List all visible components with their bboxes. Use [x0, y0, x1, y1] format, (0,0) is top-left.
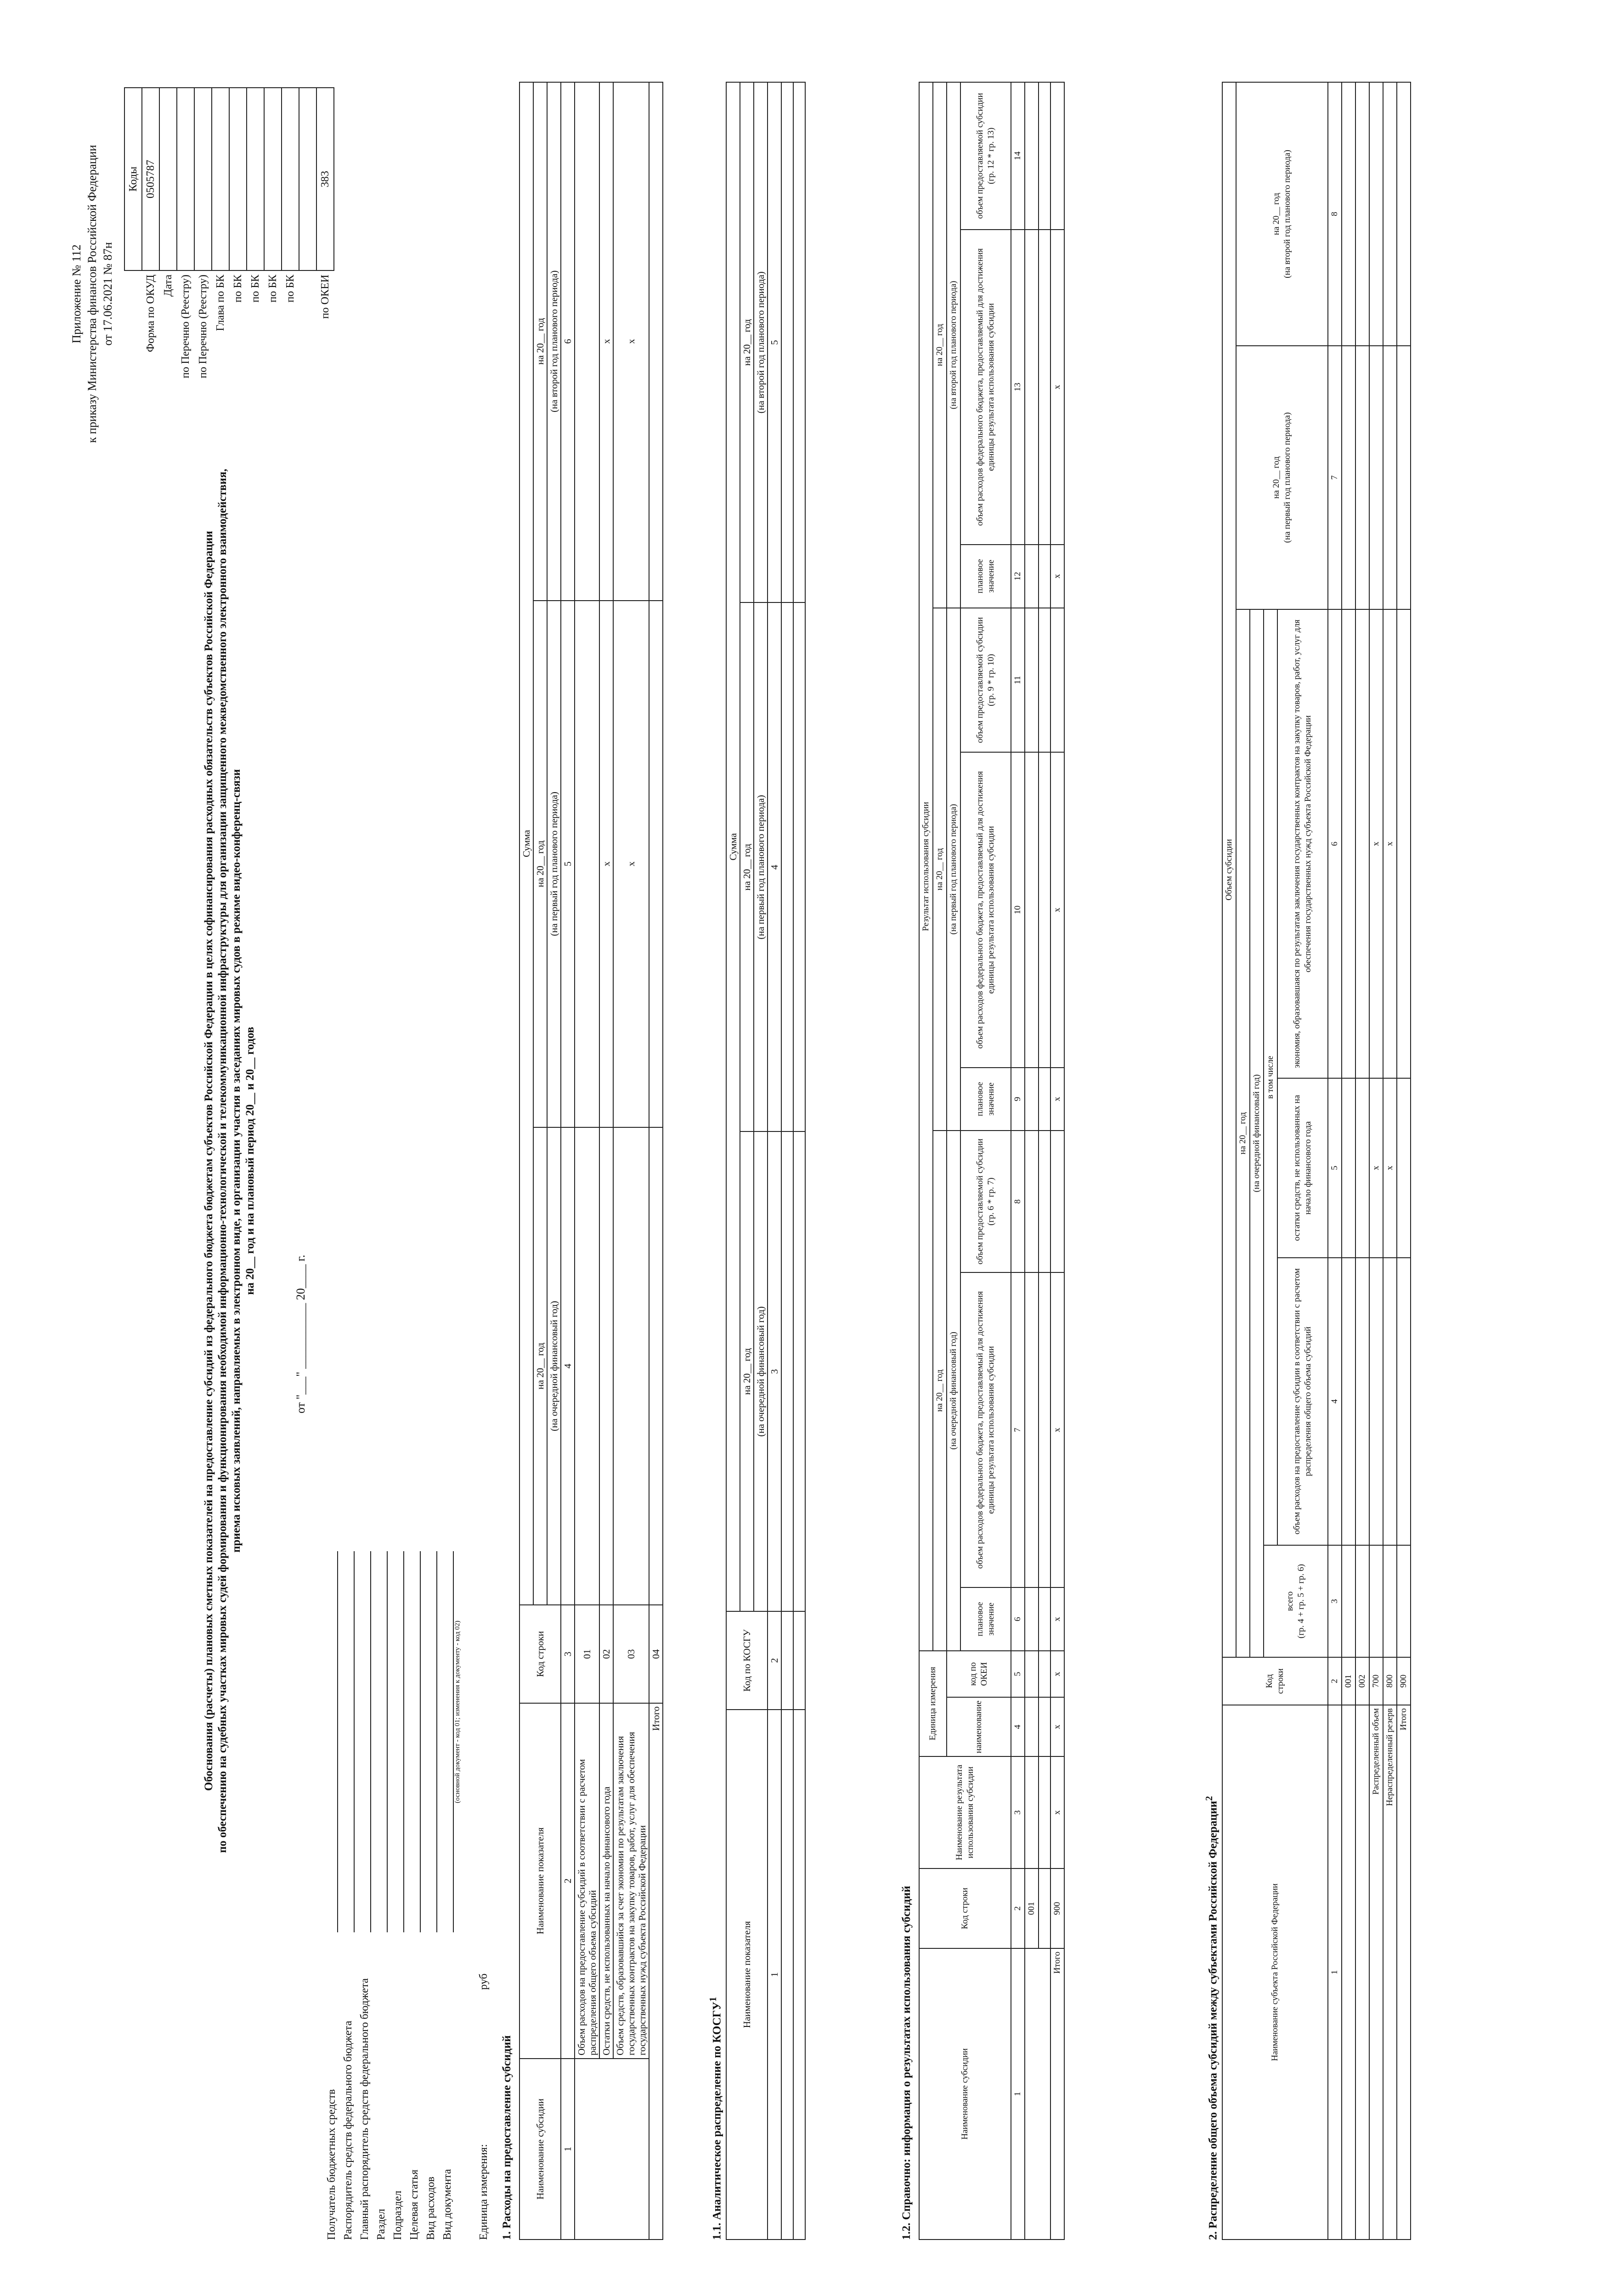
table-cell[interactable] — [1369, 82, 1383, 346]
col-header: на 20__ год — [933, 1131, 947, 1651]
col-header: Наименование субъекта Российской Федерации — [1222, 1705, 1328, 2240]
col-header: (на первый год планового периода) — [754, 602, 768, 1131]
code-label: по ОКЕИ — [319, 275, 331, 319]
table-cell[interactable] — [1025, 230, 1039, 545]
table-cell[interactable] — [793, 602, 805, 1131]
col-number: 11 — [1011, 608, 1025, 753]
row-code: 001 — [1025, 1868, 1039, 1948]
col-header: (на второй год планового периода) — [547, 82, 561, 601]
appendix-line: к приказу Министерства финансов Российской Федерации — [85, 145, 99, 443]
table-cell[interactable] — [1025, 1587, 1039, 1651]
form-line[interactable] — [324, 1551, 338, 1932]
col-header: Сумма — [726, 82, 740, 1611]
footnote-mark: 2 — [1203, 1796, 1214, 1801]
table-cell[interactable] — [1039, 608, 1050, 753]
code-value — [194, 88, 212, 270]
col-number: 5 — [561, 601, 575, 1127]
table-cell[interactable] — [1342, 1545, 1355, 1657]
col-number: 6 — [1011, 1587, 1025, 1651]
code-label: по БК — [232, 275, 244, 303]
total-row — [649, 82, 663, 2240]
col-number: 2 — [768, 1611, 781, 1710]
table-cell[interactable] — [1025, 1131, 1039, 1272]
section-1-1-table — [726, 82, 806, 2240]
col-number: 1 — [1328, 1705, 1342, 2240]
table-cell[interactable] — [575, 1127, 599, 1605]
table-row — [781, 82, 793, 2240]
col-header: на 20__ год — [740, 1131, 754, 1611]
form-row — [404, 1551, 421, 2240]
footnote-mark: 1 — [707, 1997, 718, 2002]
table-cell[interactable]: x — [613, 82, 649, 601]
form-label: Раздел — [375, 2209, 387, 2240]
col-number: 9 — [1011, 1068, 1025, 1131]
table-cell[interactable] — [1369, 1258, 1383, 1545]
table-cell[interactable] — [1383, 346, 1397, 609]
document-title — [202, 288, 257, 2033]
table-cell[interactable] — [1025, 1068, 1039, 1131]
row-code: 02 — [599, 1605, 613, 1703]
code-label: по БК — [266, 275, 279, 303]
appendix-block — [69, 87, 116, 501]
col-number: 10 — [1011, 752, 1025, 1067]
table-row — [575, 82, 599, 2240]
table-cell[interactable] — [575, 82, 599, 601]
col-header: в том числе — [1264, 609, 1277, 1545]
table-cell[interactable] — [1039, 1868, 1050, 1948]
appendix-line: от 17.06.2021 № 87н — [101, 242, 114, 346]
form-label: Распорядитель средств федерального бюджета — [342, 2020, 354, 2240]
col-header: Наименование субсидии — [520, 2059, 561, 2240]
col-header: (на очередной финансовый год) — [1250, 609, 1264, 1657]
code-label: по Перечню (Реестру) — [179, 275, 192, 378]
col-header: Код строки — [1222, 1657, 1328, 1705]
col-header: Наименование показателя — [726, 1710, 768, 2240]
table-cell: x — [1050, 1756, 1064, 1868]
col-header — [1264, 1545, 1328, 1657]
table-row — [1025, 82, 1039, 2240]
code-value — [177, 88, 194, 270]
col-header: (на первый год планового периода) — [547, 601, 561, 1127]
col-header: Единица измерения — [919, 1651, 947, 1756]
table-row — [1039, 82, 1050, 2240]
table-cell[interactable] — [1039, 1068, 1050, 1131]
table-cell[interactable] — [781, 1710, 793, 2240]
total-row — [1050, 82, 1064, 2240]
table-cell: x — [1383, 609, 1397, 1078]
table-cell[interactable] — [1369, 346, 1383, 609]
section-1-2-table — [919, 82, 1065, 2240]
col-header: (на очередной финансовый год) — [547, 1127, 561, 1605]
table-cell: x — [1369, 609, 1383, 1078]
form-row — [338, 1551, 355, 2240]
table-cell[interactable] — [793, 1611, 805, 1710]
code-value — [282, 88, 299, 270]
table-cell[interactable] — [1342, 1258, 1355, 1545]
col-header: на 20__ год — [933, 82, 947, 608]
row-code: 900 — [1050, 1868, 1064, 1948]
table-cell: x — [1050, 1587, 1064, 1651]
section-2-table — [1222, 82, 1411, 2240]
table-cell[interactable] — [1342, 1705, 1355, 2240]
table-cell[interactable] — [613, 1127, 649, 1605]
table-cell[interactable] — [793, 1131, 805, 1611]
col-number: 6 — [561, 82, 575, 601]
col-number: 3 — [1328, 1545, 1342, 1657]
table-cell[interactable] — [1025, 1697, 1039, 1756]
col-header-year: на 20__ год — [1271, 192, 1281, 236]
table-cell[interactable] — [1039, 230, 1050, 545]
row-label: Объем средств, образовавшийся за счет экономии по результатам заключения государственных контрактов на закупку товаров, работ, услуг для обеспечения государственных нужд субъекта Российской Федерации — [613, 1703, 649, 2059]
row-label: Распределенный объем — [1369, 1705, 1383, 2240]
table-cell[interactable] — [1050, 608, 1064, 753]
col-number: 3 — [1011, 1756, 1025, 1868]
col-header — [1236, 346, 1328, 609]
col-header: объем расходов на предоставление субсидии в соответствии с расчетом распределения общего объема субсидий — [1277, 1258, 1328, 1545]
col-number: 2 — [1328, 1657, 1342, 1705]
code-value — [264, 88, 282, 270]
title-line: Обоснования (расчеты) плановых сметных показателей на предоставление субсидий из федерального бюджета бюджетам субъектов Российской Федерации в целях софинансирования расходных обязательств субъектов Российской Федерации — [203, 531, 215, 1791]
form-row — [355, 1551, 371, 2240]
col-number: 4 — [1328, 1258, 1342, 1545]
table-cell[interactable] — [1025, 608, 1039, 753]
table-cell[interactable] — [1025, 1272, 1039, 1587]
col-header: на 20__ год — [533, 82, 547, 601]
table-cell[interactable] — [793, 1710, 805, 2240]
row-code: 800 — [1383, 1657, 1397, 1705]
col-header: объем предоставляемой субсидии (гр. 9 * гр. 10) — [960, 608, 1011, 753]
col-header: (на второй год планового периода) — [947, 82, 960, 608]
table-cell[interactable] — [1369, 1545, 1383, 1657]
table-cell[interactable] — [1039, 1131, 1050, 1272]
col-header: объем предоставляемой субсидии (гр. 6 * гр. 7) — [960, 1131, 1011, 1272]
table-cell[interactable] — [1025, 1948, 1050, 2240]
row-code: 03 — [613, 1605, 649, 1703]
section-1-1-title — [707, 1997, 723, 2240]
table-cell: x — [1050, 1068, 1064, 1131]
form-row — [388, 1551, 404, 2240]
table-cell[interactable] — [781, 1131, 793, 1611]
col-number: 6 — [1328, 609, 1342, 1078]
code-value — [299, 88, 316, 270]
table-cell[interactable] — [1025, 752, 1039, 1067]
col-number: 1 — [561, 2059, 575, 2240]
col-header: (на второй год планового периода) — [754, 82, 768, 602]
table-cell[interactable] — [1355, 1258, 1369, 1545]
table-cell[interactable] — [575, 2059, 649, 2240]
row-code: 700 — [1369, 1657, 1383, 1705]
col-number: 5 — [1328, 1078, 1342, 1257]
table-cell: x — [1369, 1078, 1383, 1257]
form-line[interactable] — [341, 1551, 355, 1932]
col-number: 5 — [1011, 1651, 1025, 1697]
code-value — [159, 88, 177, 270]
table-cell[interactable] — [1355, 609, 1369, 1078]
table-cell[interactable] — [1397, 82, 1411, 346]
form-row — [322, 1551, 338, 2240]
table-row — [599, 82, 613, 2240]
form-row — [421, 1551, 437, 2240]
row-code: 002 — [1355, 1657, 1369, 1705]
col-header-period: (на второй год планового периода) — [1282, 150, 1292, 278]
table-cell[interactable] — [1355, 1078, 1369, 1257]
col-header-period: (на первый год планового периода) — [1282, 412, 1292, 543]
form-label: Вид документа — [441, 2169, 453, 2240]
section-1-1-title-text: 1.1. Аналитическое распределение по КОСГУ — [711, 2002, 723, 2240]
form-row — [437, 1551, 454, 2240]
table-cell[interactable] — [1039, 1697, 1050, 1756]
table-cell[interactable] — [1397, 1545, 1411, 1657]
unit-value: руб — [478, 1973, 490, 1990]
table-cell[interactable] — [1397, 346, 1411, 609]
col-number: 12 — [1011, 545, 1025, 608]
row-code: 900 — [1397, 1657, 1411, 1705]
table-row — [1369, 82, 1383, 2240]
table-cell: x — [1050, 1272, 1064, 1587]
code-value: 0505787 — [142, 88, 159, 270]
col-header: код по ОКЕИ — [947, 1651, 1011, 1697]
code-label: Дата — [162, 275, 174, 297]
total-label: Итого — [1050, 1948, 1064, 2240]
table-cell[interactable]: x — [599, 601, 613, 1127]
table-cell[interactable] — [649, 601, 663, 1127]
table-cell[interactable] — [1355, 1545, 1369, 1657]
table-cell[interactable] — [793, 82, 805, 602]
col-number: 7 — [1328, 346, 1342, 609]
col-header: Наименование результата использования субсидии — [919, 1756, 1011, 1868]
col-header: наименование — [947, 1697, 1011, 1756]
total-row — [1397, 82, 1411, 2240]
table-cell[interactable] — [1025, 82, 1039, 230]
table-row — [1355, 82, 1369, 2240]
table-cell[interactable] — [781, 1611, 793, 1710]
form-label: Главный распорядитель средств федерального бюджета — [359, 1978, 371, 2240]
col-header: Код строки — [520, 1605, 561, 1703]
col-header: на 20__ год — [533, 601, 547, 1127]
col-header: на 20__ год — [1236, 609, 1250, 1657]
col-number: 2 — [561, 1703, 575, 2059]
col-number: 13 — [1011, 230, 1025, 545]
col-number: 1 — [768, 1710, 781, 2240]
table-row — [1383, 82, 1397, 2240]
form-line[interactable] — [390, 1551, 404, 1932]
form-label: Вид расходов — [425, 2177, 437, 2240]
code-value — [229, 88, 247, 270]
code-label: Форма по ОКУД — [144, 275, 157, 352]
table-cell[interactable] — [599, 1127, 613, 1605]
col-header: Код строки — [919, 1868, 1011, 1948]
form-line[interactable] — [407, 1551, 421, 1932]
form-label: Целевая статья — [408, 2169, 420, 2240]
col-header-year: на 20__ год — [1271, 456, 1281, 499]
section-2-title — [1203, 1796, 1220, 2240]
doc-type-note: (основной документ - код 01; изменения к документу - код 02) — [454, 1621, 461, 1803]
table-cell[interactable] — [1355, 346, 1369, 609]
col-header: Наименование субсидии — [919, 1948, 1011, 2240]
col-header: на 20__ год — [740, 602, 754, 1131]
table-cell[interactable] — [1383, 82, 1397, 346]
col-header-formula: (гр. 4 + гр. 5 + гр. 6) — [1296, 1564, 1306, 1638]
col-header: плановое значение — [960, 1587, 1011, 1651]
section-2-title-text: 2. Распределение общего объема субсидий между субъектами Российской Федерации — [1207, 1801, 1220, 2240]
col-header: объем предоставляемой субсидии (гр. 12 * гр. 13) — [960, 82, 1011, 230]
table-cell[interactable] — [1342, 346, 1355, 609]
section-1-2-title: 1.2. Справочно: информация о результатах использования субсидий — [900, 1885, 913, 2240]
col-header-total: всего — [1285, 1591, 1295, 1611]
unit-label: Единица измерения: — [478, 2144, 490, 2240]
code-label: по Перечню (Реестру) — [197, 275, 209, 378]
code-label: Глава по БК — [214, 275, 226, 331]
col-header: на 20__ год — [740, 82, 754, 602]
table-cell[interactable] — [1039, 1651, 1050, 1697]
total-label: Итого — [649, 1703, 663, 2240]
table-cell[interactable]: x — [613, 601, 649, 1127]
col-number: 1 — [1011, 1948, 1025, 2240]
table-cell: x — [1050, 545, 1064, 608]
table-cell[interactable] — [1025, 1651, 1039, 1697]
code-value — [212, 88, 229, 270]
col-header: Наименование показателя — [520, 1703, 561, 2059]
col-number: 14 — [1011, 82, 1025, 230]
col-number: 4 — [1011, 1697, 1025, 1756]
appendix-line: Приложение № 112 — [70, 244, 83, 343]
table-cell[interactable] — [781, 82, 793, 602]
col-number: 3 — [561, 1605, 575, 1703]
code-label: по БК — [249, 275, 261, 303]
col-number: 5 — [768, 82, 781, 602]
table-cell[interactable] — [1039, 1756, 1050, 1868]
col-number: 4 — [561, 1127, 575, 1605]
col-number: 7 — [1011, 1272, 1025, 1587]
form-line[interactable] — [357, 1551, 371, 1932]
table-cell[interactable] — [1355, 82, 1369, 346]
table-cell: x — [1050, 1651, 1064, 1697]
form-fields — [322, 1551, 462, 2240]
col-header: Результат использования субсидии — [919, 82, 933, 1651]
title-line: приема исковых заявлений, направляемых в электронном виде, и организации участия в заседаниях мировых судов в режиме видео-конференц-связи — [230, 769, 243, 1553]
section-1-title: 1. Расходы на предоставление субсидий — [501, 2035, 513, 2240]
col-header: Сумма — [520, 82, 533, 1605]
table-cell: x — [1050, 1697, 1064, 1756]
table-row — [1342, 82, 1355, 2240]
code-label — [299, 270, 316, 471]
col-header: (на очередной финансовый год) — [947, 1131, 960, 1651]
row-code: 001 — [1342, 1657, 1355, 1705]
row-code: 01 — [575, 1605, 599, 1703]
col-header: (на первый год планового периода) — [947, 608, 960, 1131]
col-header: на 20__ год — [533, 1127, 547, 1605]
col-header: объем расходов федерального бюджета, предоставляемый для достижения единицы результата использования субсидии — [960, 230, 1011, 545]
col-header: плановое значение — [960, 1068, 1011, 1131]
title-line: на 20__ год и на плановый период 20__ и 20__ годов — [244, 1027, 256, 1295]
form-row — [371, 1551, 388, 2240]
table-cell[interactable] — [1025, 1756, 1039, 1868]
col-header: объем расходов федерального бюджета, предоставляемый для достижения единицы результата использования субсидии — [960, 1272, 1011, 1587]
col-number: 8 — [1328, 82, 1342, 346]
codes-header: Коды — [124, 88, 142, 270]
col-header: экономия, образовавшаяся по результатам заключения государственных контрактов на закупку товаров, работ, услуг для обеспечения государственных нужд субъекта Российской Федерации — [1277, 609, 1328, 1078]
row-label: Итого — [1397, 1705, 1411, 2240]
form-line[interactable] — [374, 1551, 388, 1932]
row-code: 04 — [649, 1605, 663, 1703]
table-cell[interactable] — [1050, 82, 1064, 230]
table-cell[interactable] — [1039, 752, 1050, 1067]
col-number: 8 — [1011, 1131, 1025, 1272]
table-cell[interactable] — [1039, 545, 1050, 608]
row-label: Объем расходов на предоставление субсидий в соответствии с расчетом распределения общего объема субсидий — [575, 1703, 599, 2059]
table-cell[interactable] — [1397, 1258, 1411, 1545]
table-cell[interactable] — [1039, 1587, 1050, 1651]
col-header: Код по КОСГУ — [726, 1611, 768, 1710]
table-cell[interactable] — [649, 1127, 663, 1605]
col-header: объем расходов федерального бюджета, предоставляемый для достижения единицы результата использования субсидии — [960, 752, 1011, 1067]
table-cell[interactable] — [1397, 1078, 1411, 1257]
table-cell: x — [1050, 230, 1064, 545]
table-cell[interactable] — [1383, 1258, 1397, 1545]
col-header: на 20__ год — [933, 608, 947, 1131]
table-cell[interactable] — [1050, 1131, 1064, 1272]
table-cell[interactable] — [1039, 82, 1050, 230]
table-cell[interactable] — [649, 82, 663, 601]
form-line[interactable] — [424, 1551, 437, 1932]
col-header: плановое значение — [960, 545, 1011, 608]
form-line[interactable] — [440, 1551, 454, 1932]
table-row — [613, 82, 649, 2240]
col-number: 3 — [768, 1131, 781, 1611]
table-cell[interactable] — [575, 601, 599, 1127]
section-1-table — [519, 82, 663, 2240]
code-value — [247, 88, 264, 270]
table-cell[interactable] — [1342, 82, 1355, 346]
table-cell[interactable]: x — [599, 82, 613, 601]
row-label: Нераспределенный резерв — [1383, 1705, 1397, 2240]
col-header: Объем субсидии — [1222, 82, 1236, 1657]
row-label: Остатки средств, не использованных на начало финансового года — [599, 1703, 613, 2059]
table-cell[interactable] — [1355, 1705, 1369, 2240]
code-label: по БК — [284, 275, 296, 303]
table-cell[interactable] — [1397, 609, 1411, 1078]
form-label: Получатель бюджетных средств — [326, 2089, 338, 2240]
table-row — [793, 82, 805, 2240]
table-cell[interactable] — [1039, 1272, 1050, 1587]
col-header: остатки средств, не использованных на начало финансового года — [1277, 1078, 1328, 1257]
col-header — [1236, 82, 1328, 346]
table-cell[interactable] — [1025, 545, 1039, 608]
table-cell[interactable] — [1342, 1078, 1355, 1257]
table-cell[interactable] — [1342, 609, 1355, 1078]
title-line: по обеспечению на судебных участках мировых судей формирования и функционирования необходимой информационно-технологической и телекоммуникационной инфраструктуры для организации защищенного межведомственного электронного взаимодействия, — [216, 468, 229, 1853]
date-line: от "___" ___________ 20____ г. — [294, 1255, 307, 1413]
unit-line — [478, 1974, 490, 2240]
table-cell: x — [1050, 752, 1064, 1067]
table-cell[interactable] — [1383, 1545, 1397, 1657]
table-cell[interactable] — [781, 602, 793, 1131]
col-header: (на очередной финансовый год) — [754, 1131, 768, 1611]
code-value: 383 — [316, 88, 334, 270]
form-label: Подраздел — [392, 2190, 404, 2240]
col-number: 2 — [1011, 1868, 1025, 1948]
col-number: 4 — [768, 602, 781, 1131]
table-cell: x — [1383, 1078, 1397, 1257]
